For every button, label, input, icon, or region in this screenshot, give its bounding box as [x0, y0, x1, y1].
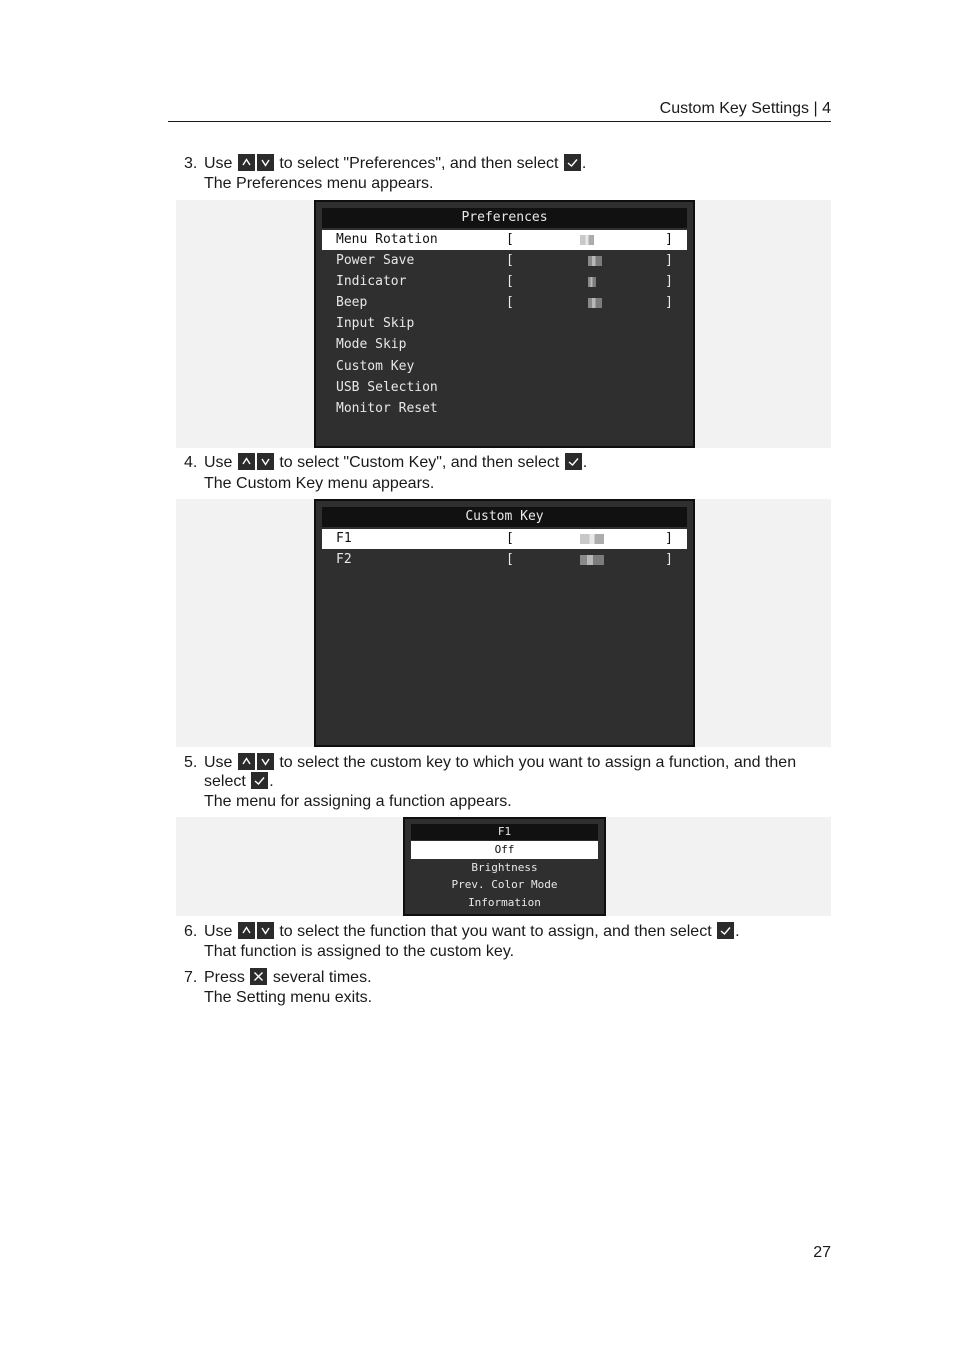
- checkmark-key-icon: [251, 772, 268, 789]
- up-arrow-key-icon: [238, 753, 255, 770]
- up-arrow-key-icon: [238, 154, 255, 171]
- checkmark-key-icon: [717, 922, 734, 939]
- setting-value: [580, 534, 604, 544]
- step-number: 4.: [184, 454, 198, 471]
- up-arrow-key-icon: [238, 922, 255, 939]
- f1-function-menu: [403, 817, 606, 916]
- menu-title: Custom Key: [322, 507, 687, 527]
- menu-item-menu-rotation[interactable]: Menu Rotation [ ]: [322, 230, 687, 250]
- menu-item-f1[interactable]: F1 [ ]: [322, 529, 687, 549]
- menu-item-mode-skip[interactable]: Mode Skip: [336, 337, 407, 352]
- step-number: 6.: [184, 923, 198, 940]
- menu-item-beep[interactable]: Beep [ ]: [336, 295, 673, 310]
- menu-item-monitor-reset[interactable]: Monitor Reset: [336, 401, 438, 416]
- function-option-brightness[interactable]: Brightness: [471, 861, 538, 874]
- step-number: 5.: [184, 754, 198, 771]
- setting-value: [580, 235, 594, 245]
- menu-item-custom-key[interactable]: Custom Key: [336, 359, 415, 374]
- down-arrow-key-icon: [257, 753, 274, 770]
- page-number: 27: [813, 1244, 831, 1261]
- menu-item-f2[interactable]: F2 [ ]: [336, 552, 673, 567]
- menu-item-power-save[interactable]: Power Save [ ]: [336, 253, 673, 268]
- menu-item-indicator[interactable]: Indicator [ ]: [336, 274, 673, 289]
- step-4-result: The Custom Key menu appears.: [204, 475, 435, 492]
- step-number: 3.: [184, 155, 198, 172]
- setting-value: [580, 555, 604, 565]
- checkmark-key-icon: [564, 154, 581, 171]
- custom-key-menu: [314, 499, 695, 747]
- menu-item-usb-selection[interactable]: USB Selection: [336, 380, 438, 395]
- step-6-result: That function is assigned to the custom key.: [204, 943, 515, 960]
- page-header: [168, 98, 831, 122]
- step-3: 3. Use to select "Preferences", and then select . The Preferences menu appears.: [184, 155, 587, 192]
- step-number: 7.: [184, 969, 198, 986]
- up-arrow-key-icon: [238, 453, 255, 470]
- down-arrow-key-icon: [257, 922, 274, 939]
- menu-title: F1: [411, 824, 598, 840]
- step-3-result: The Preferences menu appears.: [204, 175, 434, 192]
- close-key-icon: [250, 968, 267, 985]
- menu-title: Preferences: [322, 208, 687, 228]
- step-4: 4. Use to select "Custom Key", and then select . The Custom Key menu appears.: [184, 454, 588, 492]
- function-option-information[interactable]: Information: [468, 896, 541, 909]
- setting-value: [588, 256, 602, 266]
- step-7: 7. Press several times. The Setting menu exits.: [184, 969, 373, 1006]
- preferences-menu: [314, 200, 695, 448]
- function-option-prev-color-mode[interactable]: Prev. Color Mode: [451, 878, 558, 891]
- header-title: Custom Key Settings | 4: [659, 100, 831, 117]
- step-6: 6. Use to select the function that you want to assign, and then select . That function is assigned to the custom key.: [184, 923, 740, 960]
- down-arrow-key-icon: [257, 154, 274, 171]
- step-7-result: The Setting menu exits.: [204, 989, 373, 1006]
- setting-value: [588, 277, 596, 287]
- menu-item-input-skip[interactable]: Input Skip: [336, 316, 415, 331]
- step-5-result: The menu for assigning a function appears.: [204, 793, 512, 810]
- step-5: 5. Use to select the custom key to which you want to assign a function, and then select . The menu for assigning a function appears.: [184, 754, 797, 810]
- setting-value: [588, 298, 602, 308]
- function-option-off[interactable]: Off: [411, 841, 598, 859]
- checkmark-key-icon: [565, 453, 582, 470]
- down-arrow-key-icon: [257, 453, 274, 470]
